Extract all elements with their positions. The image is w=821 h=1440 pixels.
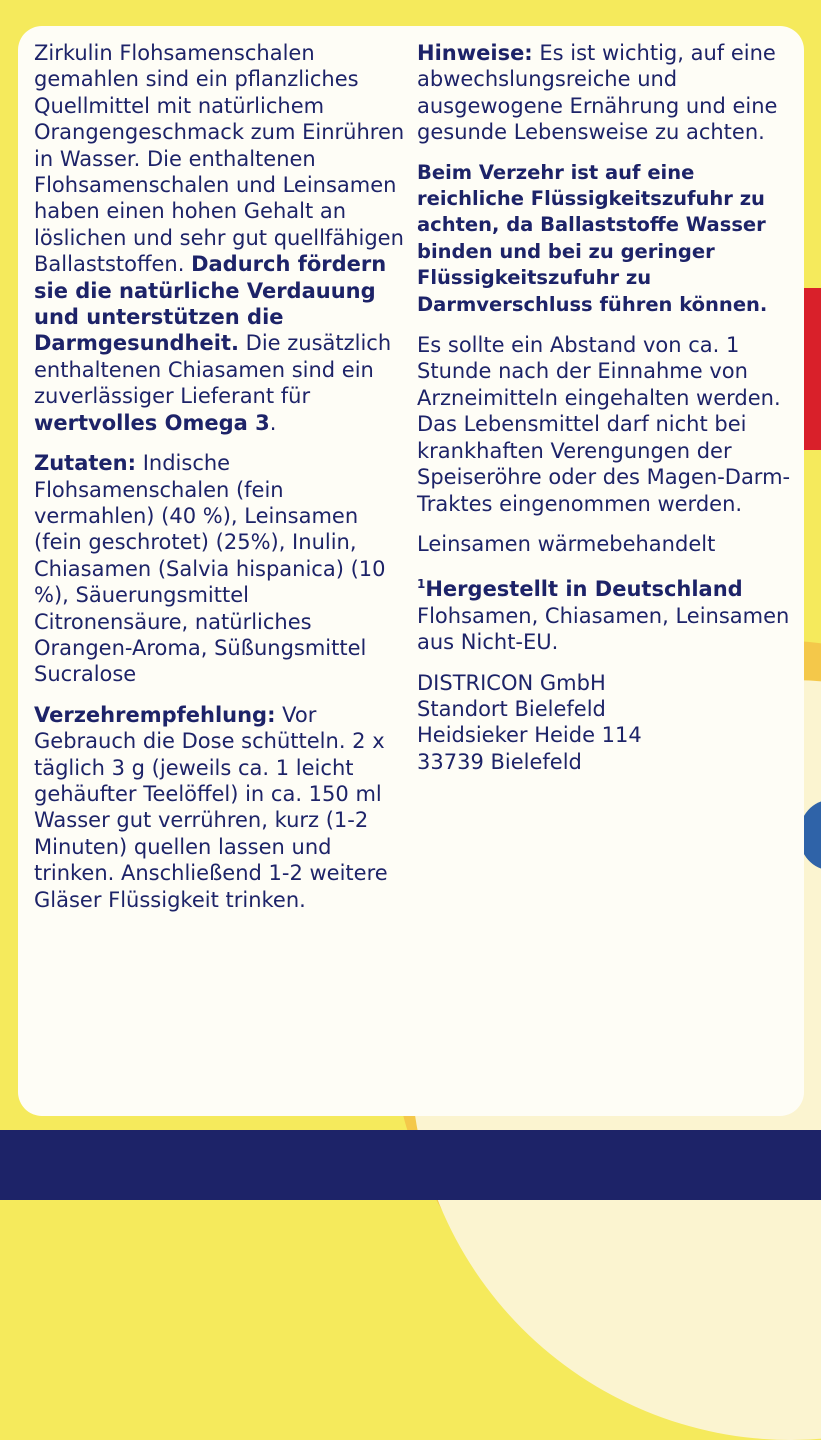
decorative-red-stripe <box>801 288 821 450</box>
bottom-navy-band <box>0 1130 821 1200</box>
company-city: 33739 Bielefeld <box>417 749 582 774</box>
company-site: Standort Bielefeld <box>417 696 606 721</box>
medication-interval: Es sollte ein Abstand von ca. 1 Stunde nach der Einnahme von Arzneimitteln eingehalten werden. Das Lebensmittel darf nicht bei krankhaften Verengungen der Speiseröhre oder des Magen-Darm-Traktes eingenommen werden. <box>417 333 791 516</box>
ingredients-label: Zutaten: <box>34 451 137 476</box>
usage-recommendation: Verzehrempfehlung: Vor Gebrauch die Dose schütteln. 2 x täglich 3 g (jeweils ca. 1 leicht gehäufter Teelöffel) in ca. 150 ml Wasser gut verrühren, kurz (1-2 Minuten) quellen lassen und trinken. Anschließend 1-2 weitere Gläser Flüssigkeit trinken. <box>34 702 388 912</box>
manufacturer-address <box>417 670 795 776</box>
left-column <box>34 40 406 927</box>
heat-treatment-note: Leinsamen wärmebehandelt <box>417 531 716 556</box>
notes-label: Hinweise: <box>417 41 533 65</box>
ingredients: Zutaten: Indische Flohsamenschalen (fein vermahlen) (40 %), Leinsamen (fein geschrotet) (25%), Inulin, Chiasamen (Salvia hispanica) (10 %), Säuerungsmittel Citronensäure, natürliches Orangen-Aroma, Süßungsmittel Sucralose <box>34 451 386 687</box>
origin-info <box>417 571 795 655</box>
product-description: Zirkulin Flohsamenschalen gemahlen sind ein pflanzliches Quellmittel mit natürlichem Orangengeschmack zum Einrühren in Wasser. Die enthaltenen Flohsamenschalen und Leinsamen haben einen hohen Gehalt an löslichen und sehr gut quellfähigen Ballaststoffen. Dadurch fördern sie die natürliche Verdauung und unterstützen die Darmgesundheit. Die zusätzlich enthaltenen Chiasamen sind ein zuverlässiger Lieferant für wertvolles Omega 3. <box>34 41 405 435</box>
made-in-germany: Hergestellt in Deutschland <box>425 577 743 602</box>
usage-label: Verzehrempfehlung: <box>34 702 276 727</box>
origin-text: Flohsamen, Chiasamen, Leinsamen aus Nicht-EU. <box>417 603 790 655</box>
footnote-mark: 1 <box>417 577 426 592</box>
right-column <box>417 40 795 789</box>
notes: Hinweise: Es ist wichtig, auf eine abwechslungsreiche und ausgewogene Ernährung und eine gesunde Lebensweise zu achten. <box>417 41 778 145</box>
company-name: DISTRICON GmbH <box>417 670 606 695</box>
company-street: Heidsieker Heide 114 <box>417 723 642 748</box>
omega-highlight: wertvolles Omega 3 <box>34 410 270 435</box>
benefit-highlight: Dadurch fördern sie die natürliche Verdauung und unterstützen die Darmgesundheit. <box>34 252 387 356</box>
fluid-warning: Beim Verzehr ist auf eine reichliche Flüssigkeitszufuhr zu achten, da Ballaststoffe Wasser binden und bei zu geringer Flüssigkeitszufuhr zu Darmverschluss führen können. <box>417 160 768 316</box>
